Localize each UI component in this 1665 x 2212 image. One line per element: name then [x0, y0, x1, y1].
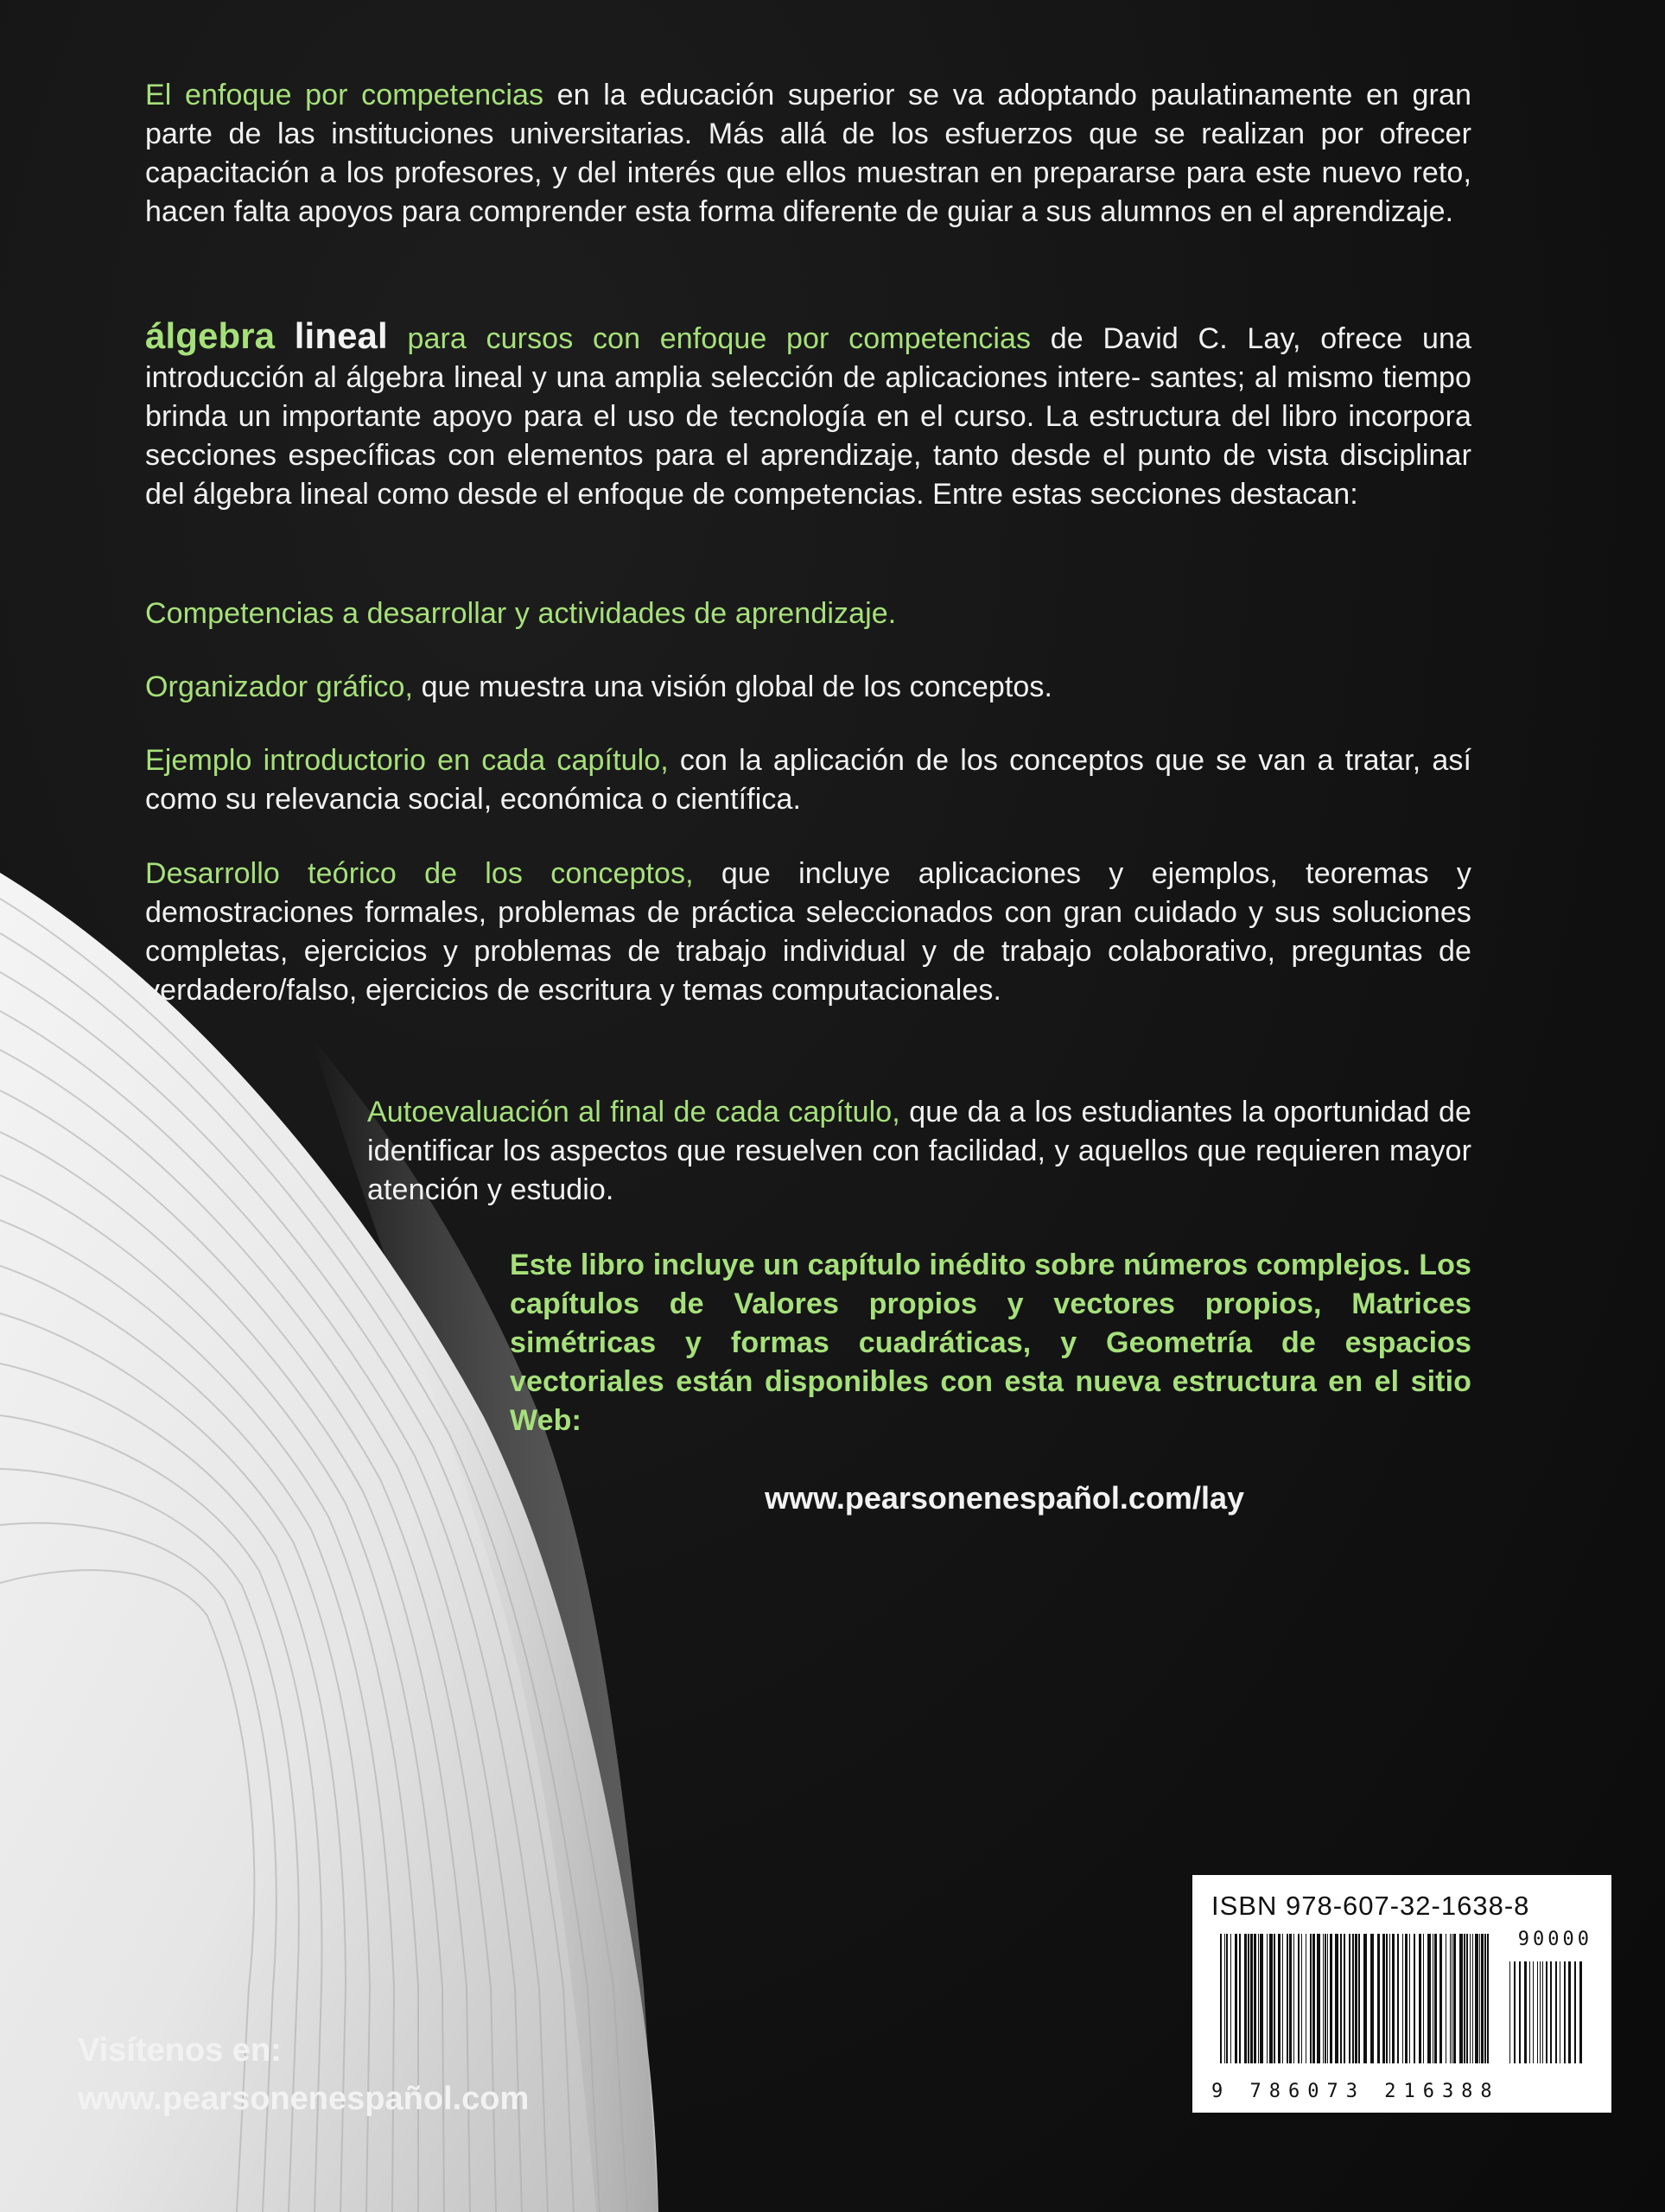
isbn-number: ISBN 978-607-32-1638-8 [1211, 1891, 1530, 1921]
barcode-addon-bar [1537, 1961, 1538, 2063]
section-autoevaluacion [367, 1093, 1471, 1210]
barcode-addon-bar [1546, 1961, 1547, 2063]
publisher-website-link[interactable]: www.pearsonenespañol.com [78, 2081, 530, 2117]
barcode-bar [1317, 1934, 1320, 2063]
barcode-addon-bar [1514, 1961, 1516, 2063]
barcode-addon-bar [1524, 1961, 1527, 2063]
barcode-bar [1464, 1934, 1465, 2063]
intro-text: en la educación superior se va adoptando paulatinamente en gran parte de las instituciones universitarias. Más allá de los esfuerzos que se realizan por ofrecer capacitación a los profesores, y del interés que ellos muestran en prepararse para este nuevo reto, hacen falta apoyos para comprender esta forma diferente de guiar a sus alumnos en el aprendizaje. [145, 79, 1471, 228]
barcode-bar [1423, 1934, 1424, 2063]
barcode-addon-digits: 90000 [1517, 1929, 1592, 1950]
barcode-bar [1312, 1934, 1315, 2063]
section-organizador-highlight: Organizador gráfico, [145, 671, 414, 703]
section-autoevaluacion-highlight: Autoevaluación al final de cada capítulo, [367, 1096, 900, 1128]
barcode-addon-bar [1574, 1961, 1576, 2063]
barcode-bar [1301, 1934, 1302, 2063]
book-website-link[interactable]: www.pearsonenespañol.com/lay [765, 1480, 1244, 1516]
barcode-bar [1358, 1934, 1360, 2063]
isbn-barcode-box [1192, 1875, 1611, 2113]
barcode-bar [1466, 1934, 1468, 2063]
section-competencias-highlight: Competencias a desarrollar y actividades de aprendizaje. [145, 597, 897, 630]
section-organizador-text: que muestra una visión global de los conceptos. [413, 671, 1053, 703]
barcode-bar [1330, 1934, 1332, 2063]
barcode-bar [1434, 1934, 1437, 2063]
barcode-bar [1224, 1934, 1225, 2063]
barcode-bar [1472, 1934, 1473, 2063]
barcode-addon-bar [1540, 1961, 1541, 2063]
barcode-bar [1335, 1934, 1338, 2063]
barcode-bar [1327, 1934, 1328, 2063]
barcode-addon-bar [1542, 1961, 1543, 2063]
book-title-algebra: álgebra [145, 315, 276, 356]
barcode-addon-bar [1533, 1961, 1534, 2063]
barcode-bar [1254, 1934, 1256, 2063]
section-desarrollo-highlight: Desarrollo teórico de los conceptos, [145, 857, 694, 890]
barcode-bar [1355, 1934, 1357, 2063]
section-ejemplo [145, 741, 1471, 819]
barcode-bar [1484, 1934, 1486, 2063]
barcode-bar [1258, 1934, 1259, 2063]
barcode-addon-bar [1568, 1961, 1571, 2063]
barcode-bar [1230, 1934, 1231, 2063]
book-title-lineal: lineal [294, 315, 388, 356]
book-description-paragraph [145, 316, 1471, 514]
barcode-bar [1260, 1934, 1263, 2063]
barcode-digits: 9 786073 216388 [1211, 2081, 1500, 2102]
barcode-bar [1382, 1934, 1385, 2063]
barcode-bar [1267, 1934, 1268, 2063]
barcode-bar [1282, 1934, 1283, 2063]
barcode-addon-bar [1519, 1961, 1521, 2063]
barcode-bar [1349, 1934, 1350, 2063]
barcode-bar [1392, 1934, 1395, 2063]
barcode-bar [1405, 1934, 1408, 2063]
barcode-bar [1481, 1934, 1484, 2063]
barcode-bar [1352, 1934, 1354, 2063]
barcode-bar [1487, 1934, 1489, 2063]
barcode-bar [1235, 1934, 1237, 2063]
intro-paragraph [145, 76, 1471, 232]
section-organizador [145, 668, 1471, 707]
barcode-bar [1220, 1934, 1222, 2063]
section-desarrollo-text: que incluye aplicaciones y ejemplos, teoremas y demostraciones formales, problemas de práctica seleccionados con gran cuidado y sus soluciones completas, ejercicios y problemas de trabajo individual y de trabajo colaborativo, preguntas de verdadero/falso, ejercicios de escritura y temas computacionales. [145, 857, 1471, 1007]
section-autoevaluacion-text: que da a los estudiantes la oportunidad de identificar los aspectos que resuelven con facilidad, y aquellos que requieren mayor atención y estudio. [367, 1096, 1471, 1206]
barcode-bar [1479, 1934, 1480, 2063]
barcode-bar [1310, 1934, 1312, 2063]
barcode-bar [1250, 1934, 1253, 2063]
section-desarrollo [145, 855, 1471, 1010]
barcode-bar [1377, 1934, 1380, 2063]
barcode-bar [1414, 1934, 1415, 2063]
barcode-bar [1323, 1934, 1324, 2063]
barcode-bar [1363, 1934, 1367, 2063]
barcode-bar [1370, 1934, 1374, 2063]
barcode-bar [1419, 1934, 1421, 2063]
barcode-bar [1289, 1934, 1292, 2063]
barcode-bar [1293, 1934, 1294, 2063]
barcode-addon-bar [1529, 1961, 1530, 2063]
barcode-addon-bar [1564, 1961, 1566, 2063]
barcode-bar [1439, 1934, 1442, 2063]
barcode-bar [1244, 1934, 1247, 2063]
barcode-bar [1402, 1934, 1403, 2063]
barcode-bar [1397, 1934, 1399, 2063]
barcode-bar [1475, 1934, 1478, 2063]
book-subtitle: para cursos con enfoque por competencias [407, 322, 1032, 355]
barcode-bar [1239, 1934, 1241, 2063]
section-ejemplo-highlight: Ejemplo introductorio en cada capítulo, [145, 744, 669, 777]
barcode-bar [1287, 1934, 1288, 2063]
barcode-bar [1278, 1934, 1281, 2063]
section-ejemplo-text: con la aplicación de los conceptos que se van a tratar, así como su relevancia social, económica o científica. [145, 744, 1471, 816]
barcode-bar [1298, 1934, 1300, 2063]
barcode-addon-bar [1555, 1961, 1557, 2063]
barcode-addon-bar [1550, 1961, 1552, 2063]
barcode-bar [1248, 1934, 1249, 2063]
barcode-bar [1226, 1934, 1228, 2063]
barcode-bar [1427, 1934, 1431, 2063]
intro-highlight: El enfoque por competencias [145, 79, 544, 111]
barcode-bar [1274, 1934, 1275, 2063]
barcode-bar [1386, 1934, 1388, 2063]
barcode-addon-bar [1509, 1961, 1510, 2063]
barcode-bar [1453, 1934, 1456, 2063]
visit-us-label: Visítenos en: [78, 2032, 282, 2069]
barcode-bar [1459, 1934, 1463, 2063]
section-competencias [145, 594, 1471, 633]
barcode-addon-bar [1579, 1961, 1582, 2063]
web-chapters-paragraph [510, 1246, 1471, 1440]
visit-us [78, 2026, 529, 2123]
barcode-bar [1344, 1934, 1345, 2063]
barcode-bar [1409, 1934, 1410, 2063]
web-chapters-text: Este libro incluye un capítulo inédito sobre números complejos. Los capítulos de Valores propios y vectores propios, Matrices simétricas y formas cuadráticas, y Geometría de espacios vectoriales están disponibles con esta nueva estructura en el sitio Web: [510, 1249, 1471, 1437]
barcode-bar [1470, 1934, 1471, 2063]
barcode-bar [1389, 1934, 1390, 2063]
barcode-bar [1269, 1934, 1273, 2063]
barcode-bar [1325, 1934, 1326, 2063]
barcode-bar [1450, 1934, 1451, 2063]
barcode-bar [1340, 1934, 1342, 2063]
book-description-text: de David C. Lay, ofrece una introducción al álgebra lineal y una amplia selección de aplicaciones intere- santes; al mismo tiempo brinda un importante apoyo para el uso de tecnología en el curso. La estructura del libro incorpora secciones específicas con elementos para el aprendizaje, tanto desde el punto de vista disciplinar del álgebra lineal como desde el enfoque de competencias. Entre estas secciones destacan: [145, 322, 1472, 511]
